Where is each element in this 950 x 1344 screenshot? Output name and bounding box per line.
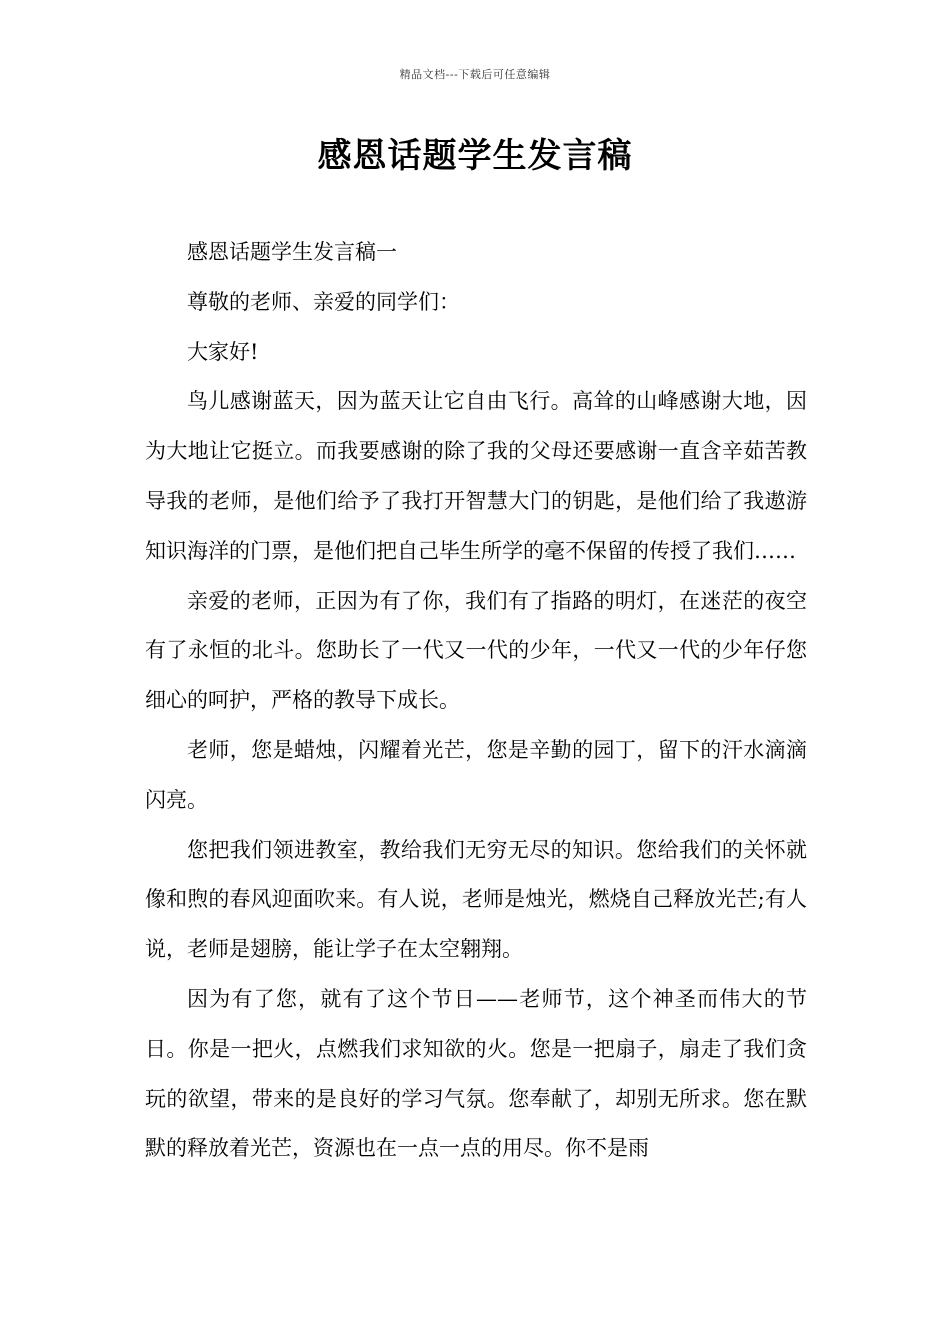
header-note: 精品文档---下载后可任意编辑 <box>399 68 551 81</box>
document-body <box>145 228 807 1174</box>
paragraph: 感恩话题学生发言稿一 <box>187 240 397 264</box>
paragraph: 老师，您是蜡烛，闪耀着光芒，您是辛勤的园丁，留下的汗水滴滴闪亮。 <box>145 737 807 812</box>
paragraph: 因为有了您，就有了这个节日——老师节，这个神圣而伟大的节日。你是一把火，点燃我们求知欲的火。您是一把扇子，扇走了我们贪玩的欲望，带来的是良好的学习气氛。您奉献了，却别无所求。您在默默的释放着光芒，资源也在一点一点的用尽。你不是雨 <box>145 986 807 1161</box>
paragraph: 亲爱的老师，正因为有了你，我们有了指路的明灯，在迷茫的夜空有了永恒的北斗。您助长了一代又一代的少年，一代又一代的少年仔您细心的呵护，严格的教导下成长。 <box>145 588 807 713</box>
paragraph: 大家好! <box>187 339 259 364</box>
paragraph: 鸟儿感谢蓝天，因为蓝天让它自由飞行。高耸的山峰感谢大地，因为大地让它挺立。而我要感谢的除了我的父母还要感谢一直含辛茹苦教导我的老师，是他们给予了我打开智慧大门的钥匙，是他们给了我遨游知识海洋的门票，是他们把自己毕生所学的毫不保留的传授了我们…… <box>145 389 807 563</box>
document-title: 感恩话题学生发言稿 <box>317 136 633 176</box>
paragraph: 您把我们领进教室，教给我们无穷无尽的知识。您给我们的关怀就像和煦的春风迎面吹来。有人说，老师是烛光，燃烧自己释放光芒;有人说，老师是翅膀，能让学子在太空翱翔。 <box>145 837 807 962</box>
paragraph: 尊敬的老师、亲爱的同学们： <box>187 289 460 314</box>
